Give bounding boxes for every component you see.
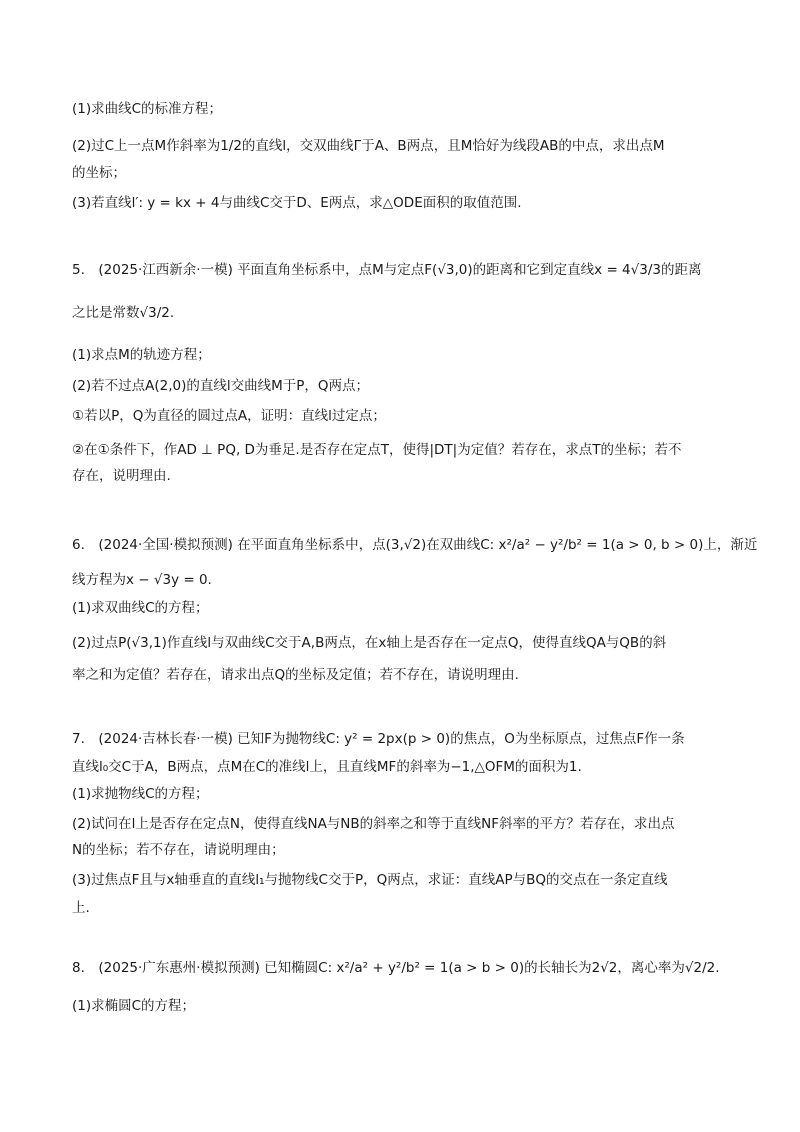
p6-part1: (1)求双曲线C的方程； [72,600,209,616]
p7-stem-line1: 7. (2024·吉林长春·一模) 已知F为抛物线C: y² = 2px(p > 0)的焦点，O为坐标原点，过焦点F作一条 [72,731,685,747]
p5-stem-line1: 5. (2025·江西新余·一模) 平面直角坐标系中，点M与定点F(√3,0)的距离和它到定直线x = 4√3/3的距离 [72,262,702,278]
p6-part2-cont: 率之和为定值？若存在，请求出点Q的坐标及定值；若不存在，请说明理由. [72,667,519,683]
p4-part3: (3)若直线l′: y = kx + 4与曲线C交于D、E两点，求△ODE面积的取值范围. [72,195,522,211]
p4-part1: (1)求曲线C的标准方程； [72,101,223,117]
p7-part3: (3)过焦点F且与x轴垂直的直线l₁与抛物线C交于P，Q两点，求证：直线AP与BQ的交点在一条定直线 [72,872,668,888]
p8-part1: (1)求椭圆C的方程； [72,998,196,1014]
p7-part2-cont: N的坐标；若不存在，请说明理由； [72,842,285,858]
p5-stem-line2: 之比是常数√3/2. [72,305,175,321]
p4-part2: (2)过C上一点M作斜率为1/2的直线l，交双曲线Γ于A、B两点，且M恰好为线段AB的中点，求出点M [72,138,665,154]
p7-stem-line2: 直线l₀交C于A，B两点，点M在C的准线l上，且直线MF的斜率为−1,△OFM的面积为1. [72,759,582,775]
p5-part2-sub1: ①若以P，Q为直径的圆过点A，证明：直线l过定点； [72,408,386,424]
p4-part2-cont: 的坐标； [72,165,126,181]
p7-part2: (2)试问在l上是否存在定点N，使得直线NA与NB的斜率之和等于直线NF斜率的平方？若存在，求出点 [72,816,675,832]
p6-part2: (2)过点P(√3,1)作直线l与双曲线C交于A,B两点，在x轴上是否存在一定点Q，使得直线QA与QB的斜 [72,635,667,651]
p8-stem-line1: 8. (2025·广东惠州·模拟预测) 已知椭圆C: x²/a² + y²/b² = 1(a > b > 0)的长轴长为2√2，离心率为√2/2. [72,960,720,976]
p6-stem-line2: 线方程为x − √3y = 0. [72,572,212,588]
p5-part2-sub2: ②在①条件下，作AD ⊥ PQ, D为垂足.是否存在定点T，使得|DT|为定值？若存在，求点T的坐标；若不 [72,442,682,458]
p5-part2: (2)若不过点A(2,0)的直线l交曲线M于P，Q两点； [72,378,370,394]
p5-part1: (1)求点M的轨迹方程； [72,347,211,363]
p6-stem-line1: 6. (2024·全国·模拟预测) 在平面直角坐标系中，点(3,√2)在双曲线C: x²/a² − y²/b² = 1(a > 0, b > 0)上，渐近 [72,537,758,553]
p7-part1: (1)求抛物线C的方程； [72,786,209,802]
p7-part3-cont: 上. [72,900,90,916]
p5-part2-sub2-cont: 存在，说明理由. [72,468,171,484]
